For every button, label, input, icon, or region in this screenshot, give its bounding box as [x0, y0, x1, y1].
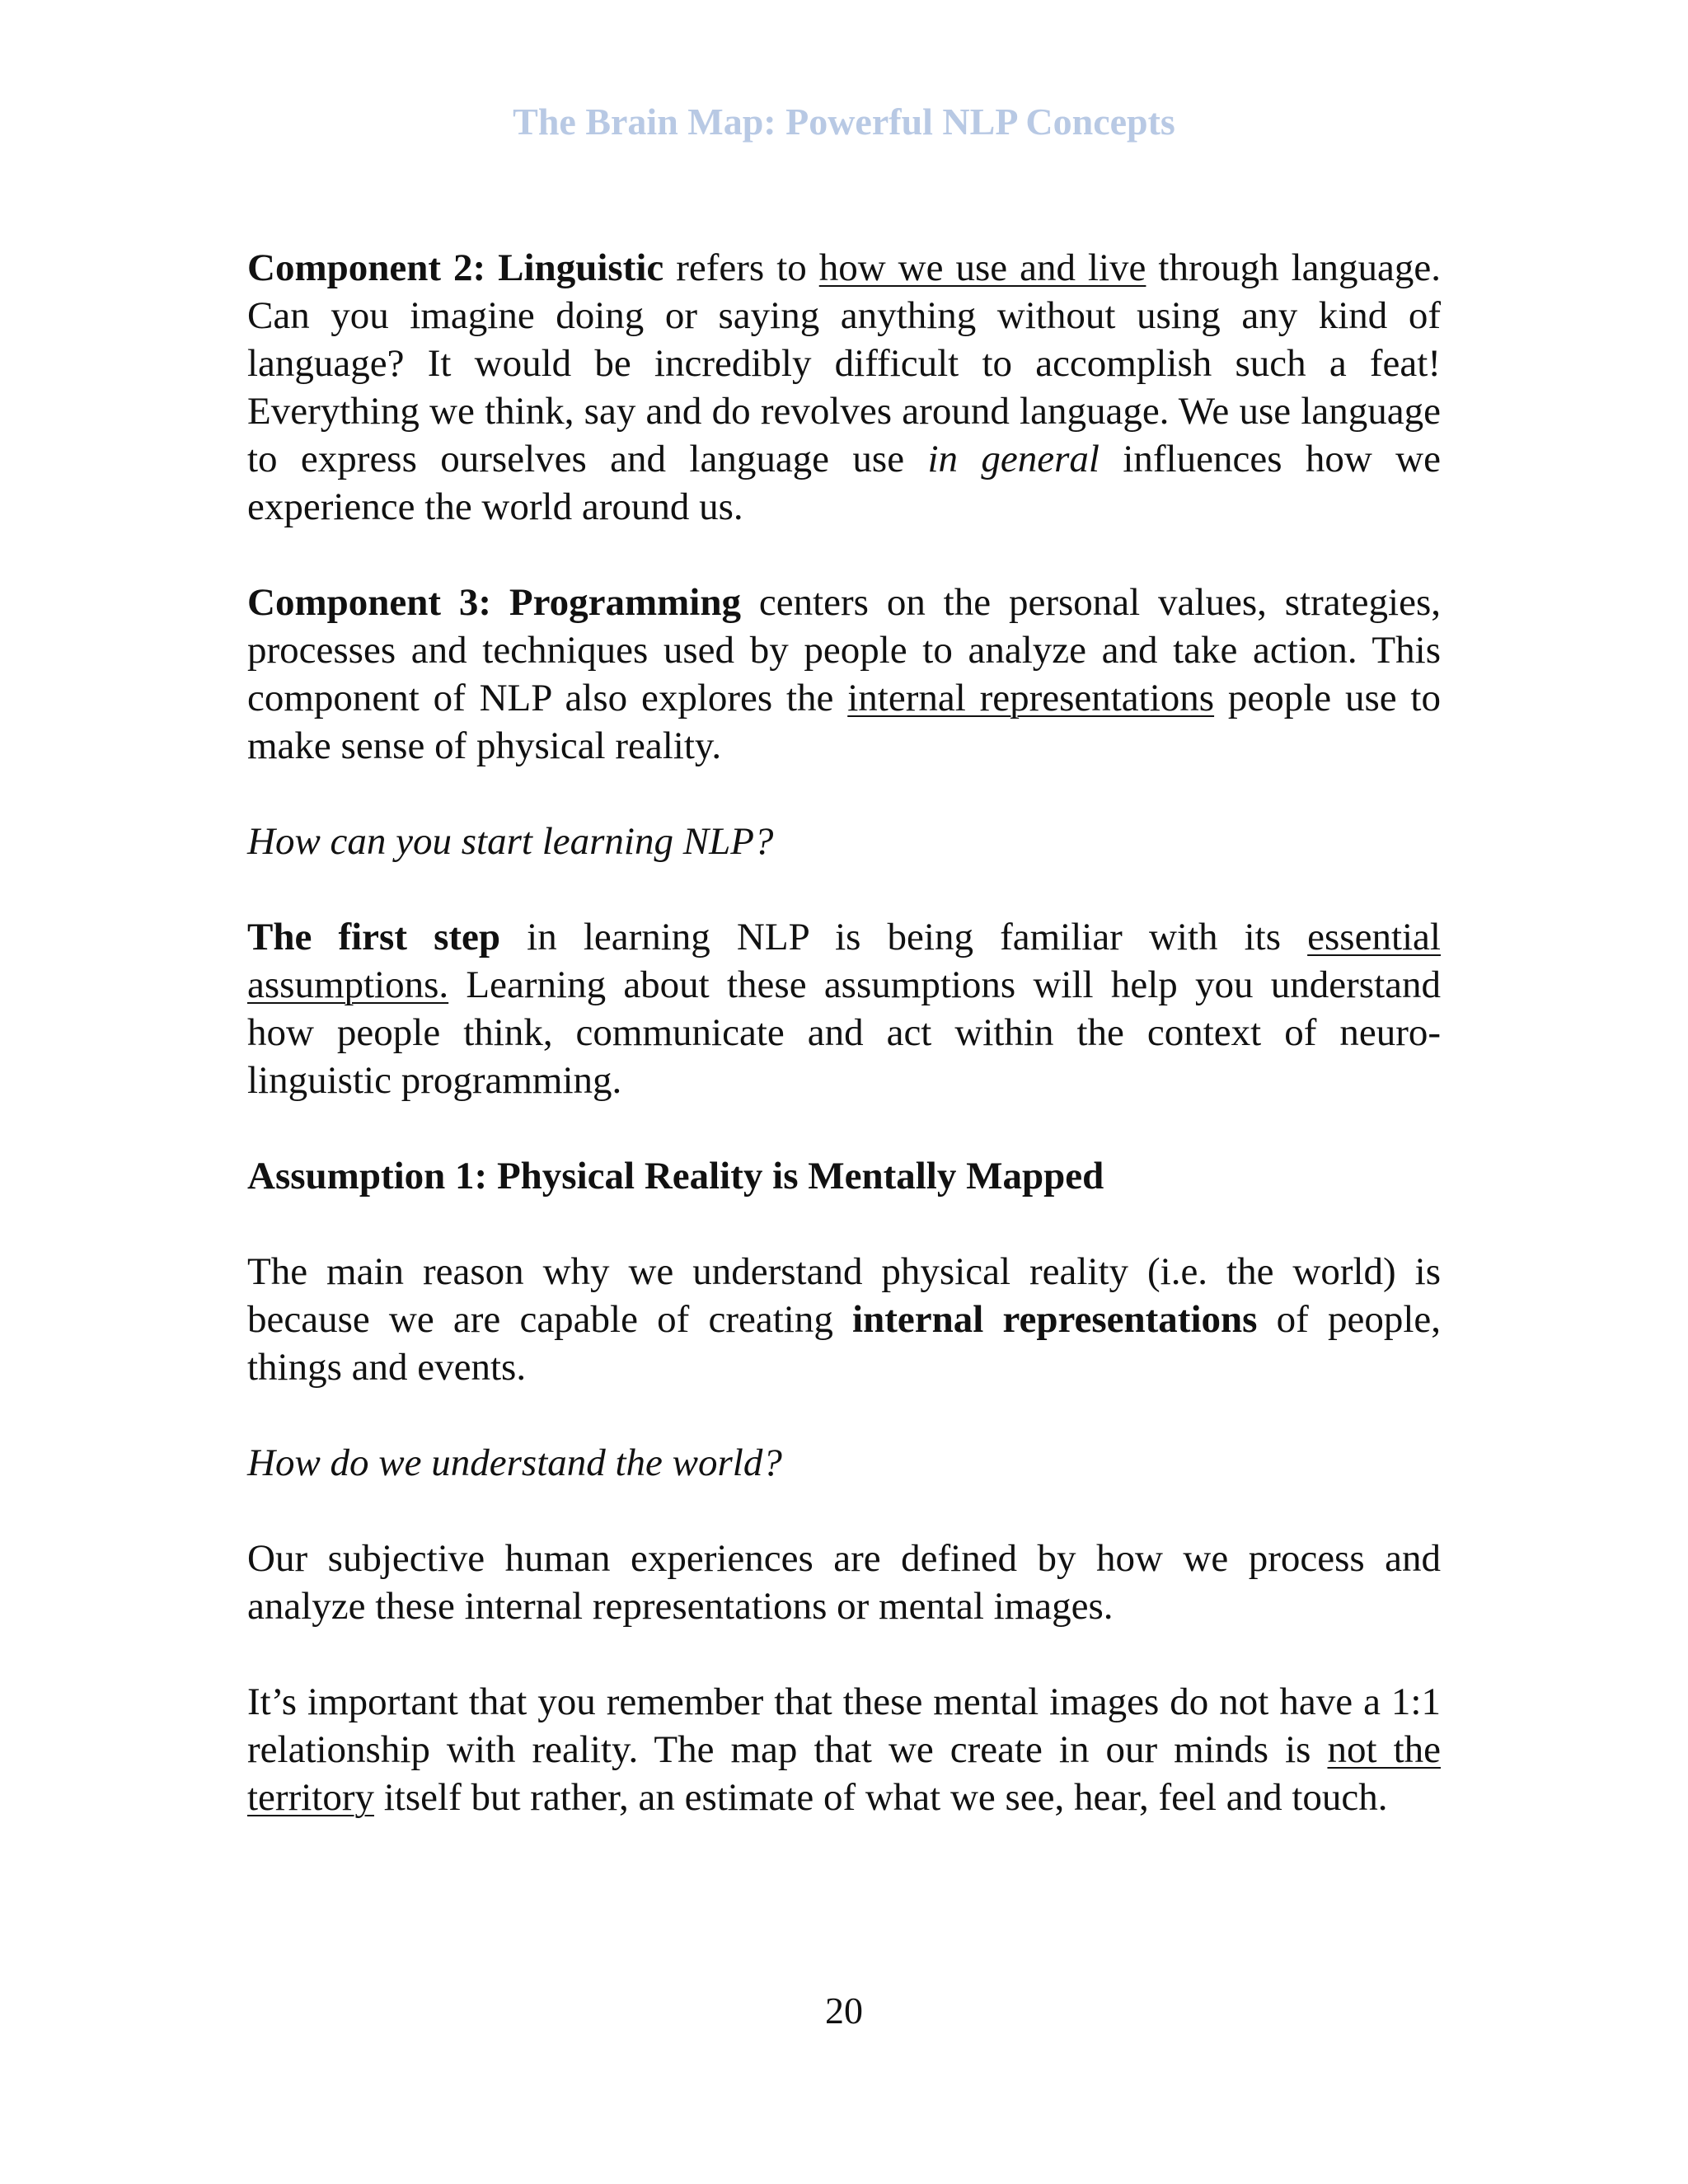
text-span: in learning NLP is being familiar with its — [500, 916, 1308, 958]
text-span: of people, things and events. — [247, 1298, 1442, 1389]
text-span: through language. Can you imagine doing or saying anything without using any kind of language? It would be incredibly difficult to accomplish such a feat! Everything we think, say and do revolves around language. We use language to express ourselves and language use — [247, 246, 1441, 480]
paragraph-component-2 — [247, 244, 1441, 531]
paragraph-subjective-experiences: Our subjective human experiences are defined by how we process and analyze these internal representations or mental images. — [247, 1537, 1441, 1628]
text-span: It’s important that you remember that these mental images do not have a 1:1 relationship with reality. The map that we create in our minds is — [247, 1680, 1441, 1771]
underlined-phrase: how we use and live — [818, 246, 1146, 289]
paragraph-mental-images — [247, 1678, 1441, 1821]
component-2-heading: Component 2: Linguistic — [247, 246, 664, 289]
text-span: itself but rather, an estimate of what we see, hear, feel and touch. — [374, 1776, 1388, 1819]
italic-phrase: in general — [927, 438, 1100, 480]
bold-phrase: internal representations — [852, 1298, 1258, 1341]
text-span: Learning about these assumptions will help you understand how people think, communicate and act within the context of neuro-linguistic programming. — [247, 963, 1441, 1102]
paragraph-first-step — [247, 913, 1441, 1104]
question-learning-nlp: How can you start learning NLP? — [247, 820, 774, 863]
underlined-phrase: internal representations — [847, 677, 1215, 719]
text-span: people use to make sense of physical reality. — [247, 677, 1441, 767]
component-3-heading: Component 3: Programming — [247, 581, 741, 624]
running-header: The Brain Map: Powerful NLP Concepts — [513, 101, 1175, 143]
text-span: influences how we experience the world around us. — [247, 438, 1441, 528]
body-text — [247, 244, 1441, 1821]
question-understand-world: How do we understand the world? — [247, 1441, 782, 1484]
underlined-phrase: essential assumptions. — [247, 916, 1441, 1006]
text-span: centers on the personal values, strategies, processes and techniques used by people to analyze and take action. This component of NLP also explores the — [247, 581, 1441, 719]
paragraph-component-3 — [247, 579, 1441, 770]
paragraph-physical-reality — [247, 1248, 1441, 1391]
page-number: 20 — [825, 1990, 863, 2032]
underlined-phrase: not the territory — [247, 1728, 1441, 1819]
text-span: refers to — [663, 246, 819, 289]
first-step-heading: The first step — [247, 916, 501, 958]
text-span: The main reason why we understand physical reality (i.e. the world) is because we are capable of creating — [247, 1250, 1441, 1341]
assumption-1-heading: Assumption 1: Physical Reality is Mentally Mapped — [247, 1155, 1104, 1197]
